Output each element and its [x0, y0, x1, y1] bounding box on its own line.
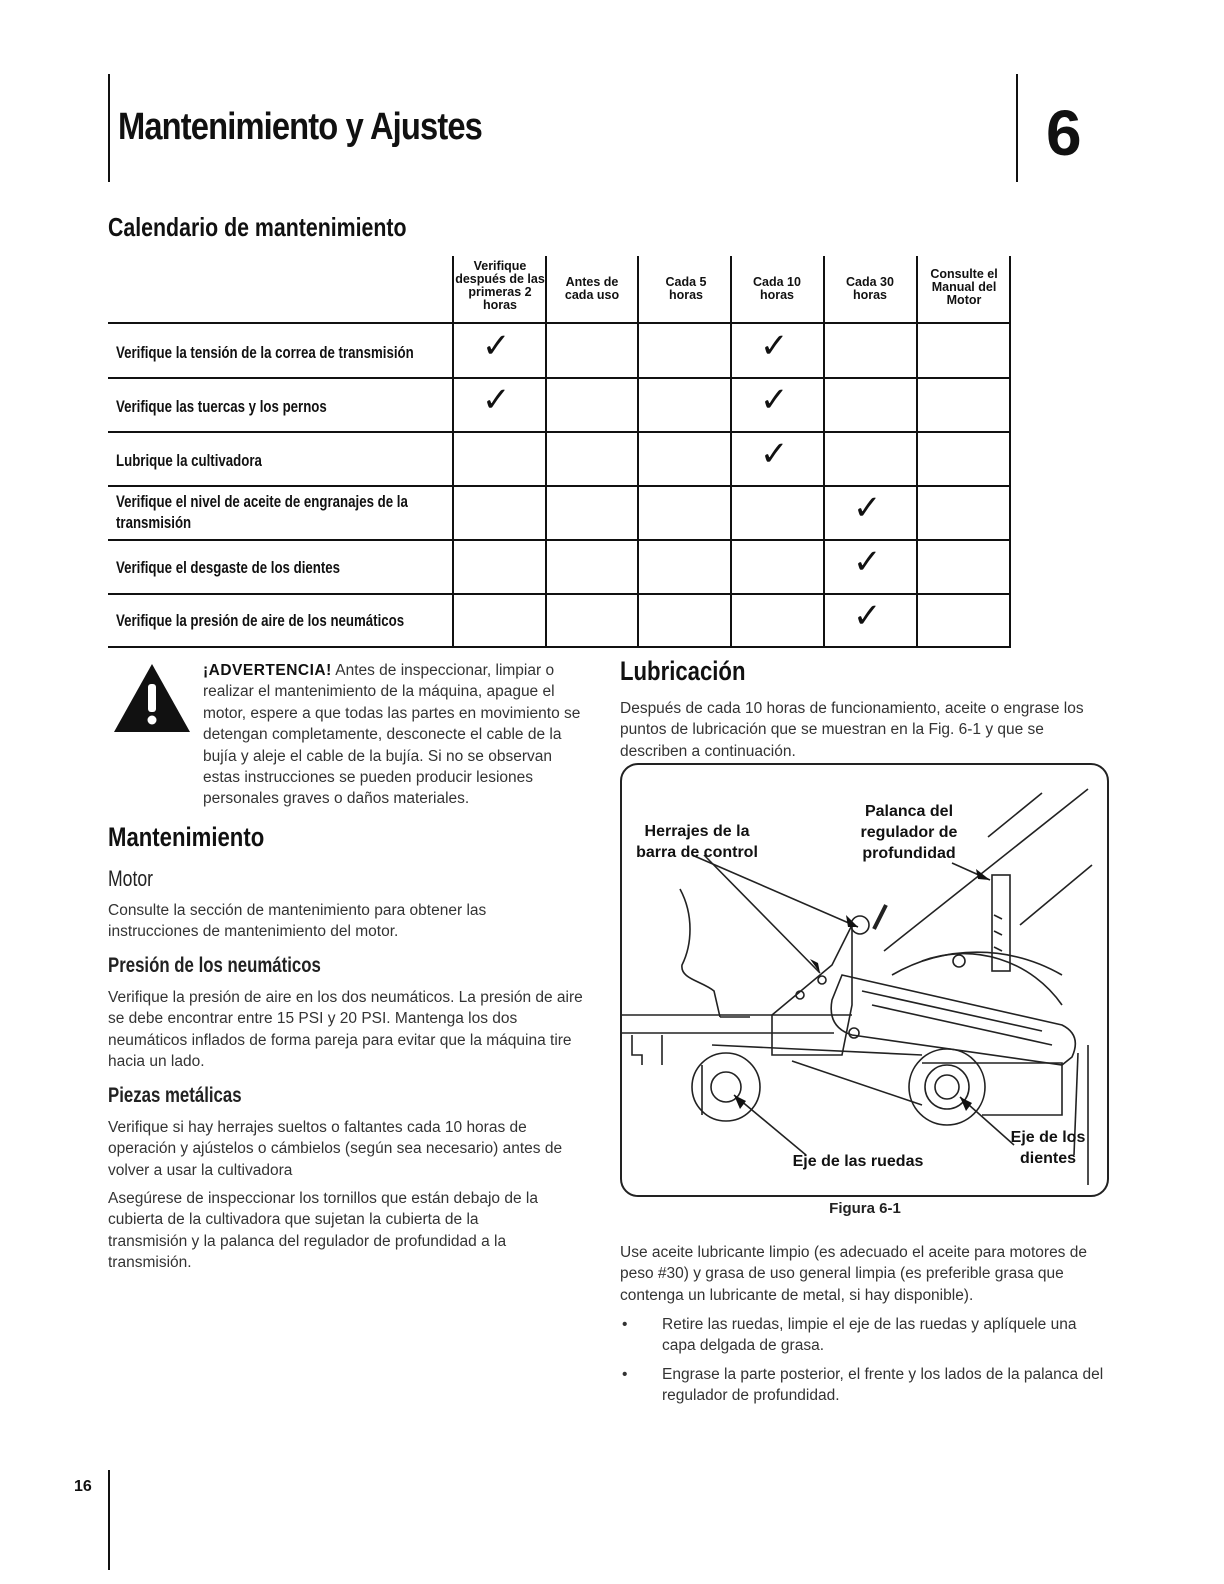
table-vline — [730, 256, 732, 646]
table-hline — [108, 646, 1011, 648]
lubrication-intro: Después de cada 10 horas de funcionamiento, aceite o engrase los puntos de lubricación que se muestran en la Fig. 6-1 y que se describen a continuación. — [620, 700, 1084, 760]
check-mark-icon: ✓ — [853, 542, 882, 582]
label-wheel-axle: Eje de las ruedas — [792, 1153, 924, 1170]
header-rule-left — [108, 74, 110, 182]
footer-rule — [108, 1470, 110, 1570]
col-header-10h: Cada 10 horas — [753, 275, 801, 302]
table-row-label: Verifique las tuercas y los pernos — [116, 397, 327, 416]
table-row-label: Verifique el nivel de aceite de engranajes de la transmisión — [116, 492, 408, 532]
col-header-each-use: Antes de cada uso — [564, 275, 620, 302]
label-control-bar-hardware: Herrajes de la barra de control — [636, 823, 758, 861]
maintenance-schedule-table — [108, 256, 1011, 648]
warning-label: ¡ADVERTENCIA! — [203, 662, 332, 679]
table-hline — [108, 539, 1011, 541]
table-vline — [916, 256, 918, 646]
table-vline — [823, 256, 825, 646]
figure-tiller-lubrication — [620, 763, 1109, 1197]
schedule-heading: Calendario de mantenimiento — [108, 212, 407, 242]
figure-caption: Figura 6-1 — [829, 1200, 901, 1217]
table-hline — [108, 377, 1011, 379]
table-hline — [108, 431, 1011, 433]
tire-pressure-heading: Presión de los neumáticos — [108, 954, 321, 977]
table-row-label: Lubrique la cultivadora — [116, 451, 262, 470]
oil-text: Use aceite lubricante limpio (es adecuado el aceite para motores de peso #30) y grasa de uso general limpia (es preferible grasa que contenga un lubricante de metal, si hay disponible). — [620, 1244, 1087, 1304]
chapter-title: Mantenimiento y Ajustes — [118, 106, 482, 148]
list-item — [622, 1364, 1108, 1408]
col-header-engine-manual: Consulte el Manual del Motor — [930, 267, 998, 307]
bullet-symbol: • — [622, 1316, 628, 1333]
table-row-label: Verifique la tensión de la correa de transmisión — [116, 343, 414, 362]
bullet-text: Retire las ruedas, limpie el eje de las ruedas y aplíquele una capa delgada de grasa. — [662, 1316, 1077, 1355]
table-hline — [108, 485, 1011, 487]
check-mark-icon: ✓ — [853, 488, 882, 528]
table-vline — [637, 256, 639, 646]
check-mark-icon: ✓ — [760, 380, 789, 420]
chapter-number: 6 — [1046, 97, 1082, 169]
table-vline — [545, 256, 547, 646]
page-number: 16 — [74, 1478, 92, 1495]
tire-pressure-text: Verifique la presión de aire en los dos neumáticos. La presión de aire se debe encontrar entre 15 PSI y 20 PSI. Mantenga los dos neumáticos inflados de forma pareja para evitar que la máquina tire hacia un lado. — [108, 989, 583, 1071]
motor-heading: Motor — [108, 866, 153, 891]
metal-parts-text: Verifique si hay herrajes sueltos o faltantes cada 10 horas de operación y ajústelos o cámbielos (según sea necesario) antes de volver a usar la cultivadora — [108, 1119, 563, 1179]
lubrication-heading: Lubricación — [620, 656, 746, 686]
warning-block — [203, 660, 591, 810]
metal-parts-heading: Piezas metálicas — [108, 1084, 242, 1107]
table-vline — [452, 256, 454, 646]
table-vline — [1009, 256, 1011, 646]
table-row-label: Verifique la presión de aire de los neumáticos — [116, 611, 405, 630]
list-item — [622, 1314, 1108, 1358]
table-row-label: Verifique el desgaste de los dientes — [116, 558, 341, 577]
check-mark-icon: ✓ — [482, 326, 511, 366]
table-hline — [108, 322, 1011, 324]
check-mark-icon: ✓ — [760, 434, 789, 474]
header-rule-right — [1016, 74, 1018, 182]
col-header-5h: Cada 5 horas — [665, 275, 707, 302]
col-header-30h: Cada 30 horas — [846, 275, 894, 302]
maintenance-heading: Mantenimiento — [108, 822, 265, 852]
motor-text: Consulte la sección de mantenimiento para obtener las instrucciones de mantenimiento del motor. — [108, 902, 487, 941]
warning-triangle-icon — [112, 662, 192, 734]
check-mark-icon: ✓ — [760, 326, 789, 366]
label-depth-lever: Palanca del regulador de profundidad — [860, 803, 958, 862]
table-hline — [108, 593, 1011, 595]
label-tine-axle: Eje de los dientes — [1010, 1129, 1086, 1167]
check-mark-icon: ✓ — [482, 380, 511, 420]
col-header-first-2h: Verifique después de las primeras 2 horas — [455, 259, 545, 312]
bullet-symbol: • — [622, 1366, 628, 1383]
warning-text: Antes de inspeccionar, limpiar o realizar el mantenimiento de la máquina, apague el motor, espere a que todas las partes en movimiento se detengan completamente, desconecte el cable de la bujía y aleje el cable de la bujía. Si no se observan estas instrucciones se pueden producir lesiones personales graves o daños materiales. — [203, 662, 581, 808]
metal-parts-text-2: Asegúrese de inspeccionar los tornillos que están debajo de la cubierta de la cultivadora que sujetan la cubierta de la transmisión y la palanca del regulador de profundidad a la transmisión. — [108, 1190, 538, 1272]
check-mark-icon: ✓ — [853, 596, 882, 636]
bullet-text: Engrase la parte posterior, el frente y los lados de la palanca del regulador de profundidad. — [662, 1366, 1104, 1405]
